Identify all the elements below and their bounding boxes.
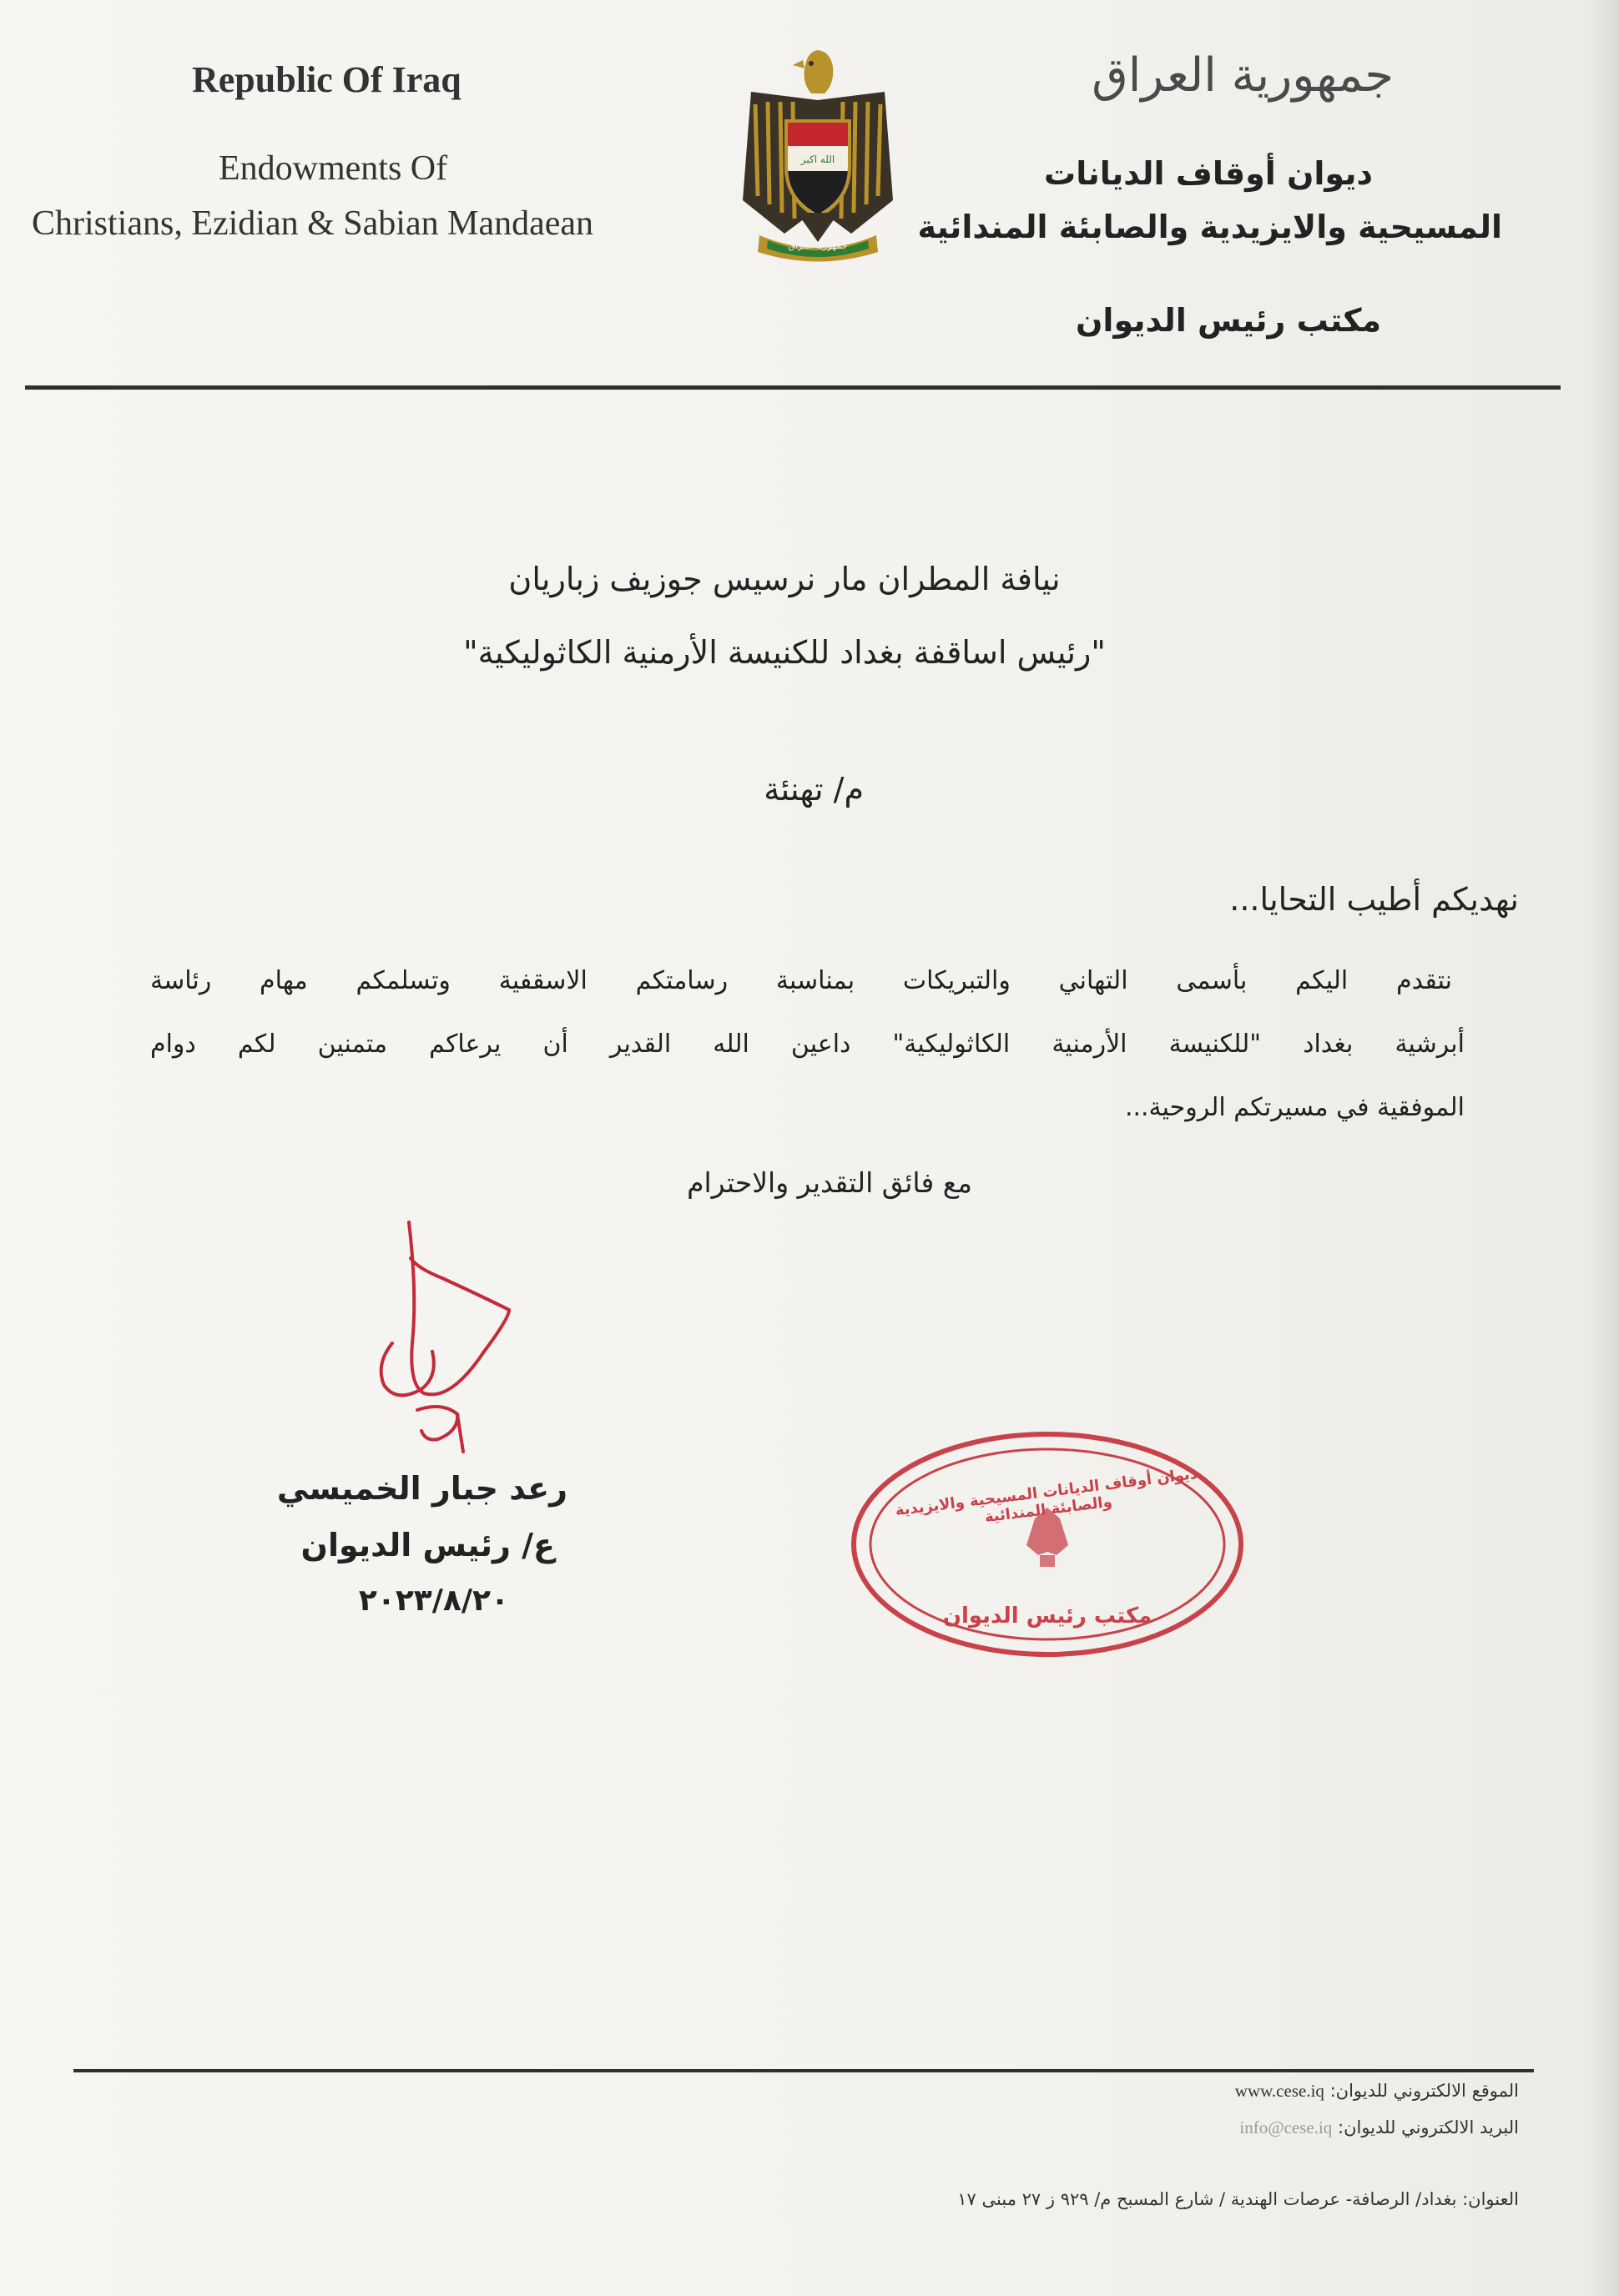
signatory-name: رعد جبار الخميسي: [276, 1470, 567, 1507]
header-en-communities: Christians, Ezidian & Sabian Mandaean: [32, 204, 594, 243]
body-line-2: أبرشية بغداد "للكنيسة الأرمنية الكاثوليكية" داعين الله القدير أن يرعاكم متمنين لكم دوام: [150, 1030, 1465, 1059]
header-ar-communities: المسيحية والايزيدية والصابئة المندائية: [917, 209, 1502, 245]
emblem-caption: جمهورية العراق: [788, 240, 848, 251]
stamp-bottom-text: مكتب رئيس الديوان: [942, 1604, 1152, 1629]
subject-line: م/ تهنئة: [764, 771, 864, 808]
recipient-title: "رئيس اساقفة بغداد للكنيسة الأرمنية الكاثوليكية": [463, 634, 1106, 671]
header-en-country: Republic Of Iraq: [192, 59, 461, 100]
recipient-name: نيافة المطران مار نرسيس جوزيف زباريان: [508, 561, 1061, 597]
footer-email[interactable]: info@cese.iq: [1239, 2117, 1333, 2137]
body-line-1: نتقدم اليكم بأسمى التهاني والتبريكات بمناسبة رسامتكم الاسقفية وتسلمكم مهام رئاسة: [150, 966, 1452, 995]
signatory-date: ٢٠٢٣/٨/٢٠: [358, 1584, 509, 1618]
handwritten-signature: [359, 1218, 542, 1460]
header-en-endowments: Endowments Of: [219, 149, 448, 188]
body-line-3: الموفقية في مسيرتكم الروحية...: [1124, 1093, 1465, 1122]
footer-website-row: [1235, 2081, 1519, 2102]
footer-email-label: البريد الالكتروني للديوان:: [1338, 2117, 1519, 2137]
header-divider: [25, 385, 1561, 390]
footer-divider: [73, 2069, 1534, 2072]
closing-line: مع فائق التقدير والاحترام: [687, 1166, 972, 1199]
footer-website-label: الموقع الالكتروني للديوان:: [1329, 2081, 1519, 2101]
header-ar-diwan: ديوان أوقاف الديانات: [1044, 155, 1373, 192]
signatory-title: ع/ رئيس الديوان: [300, 1527, 555, 1563]
page-edge-shadow: [1587, 0, 1619, 2296]
footer-website[interactable]: www.cese.iq: [1234, 2081, 1324, 2101]
iraq-eagle-emblem-icon: [734, 42, 901, 267]
footer-email-row: [1239, 2117, 1519, 2138]
header-ar-office: مكتب رئيس الديوان: [1076, 302, 1381, 339]
header-ar-calligraphy: جمهورية العراق: [1092, 48, 1394, 103]
stamp-top-text: ديوان أوقاف الديانات المسيحية والايزيدية والصابئة المندائية: [894, 1464, 1198, 1527]
footer-address: العنوان: بغداد/ الرصافة- عرصات الهندية / شارع المسبح م/ ٩٢٩ ز ٢٧ مبنى ١٧: [957, 2189, 1519, 2209]
greeting-line: نهديكم أطيب التحايا...: [1229, 881, 1519, 918]
svg-text:الله اكبر: الله اكبر: [800, 154, 835, 165]
